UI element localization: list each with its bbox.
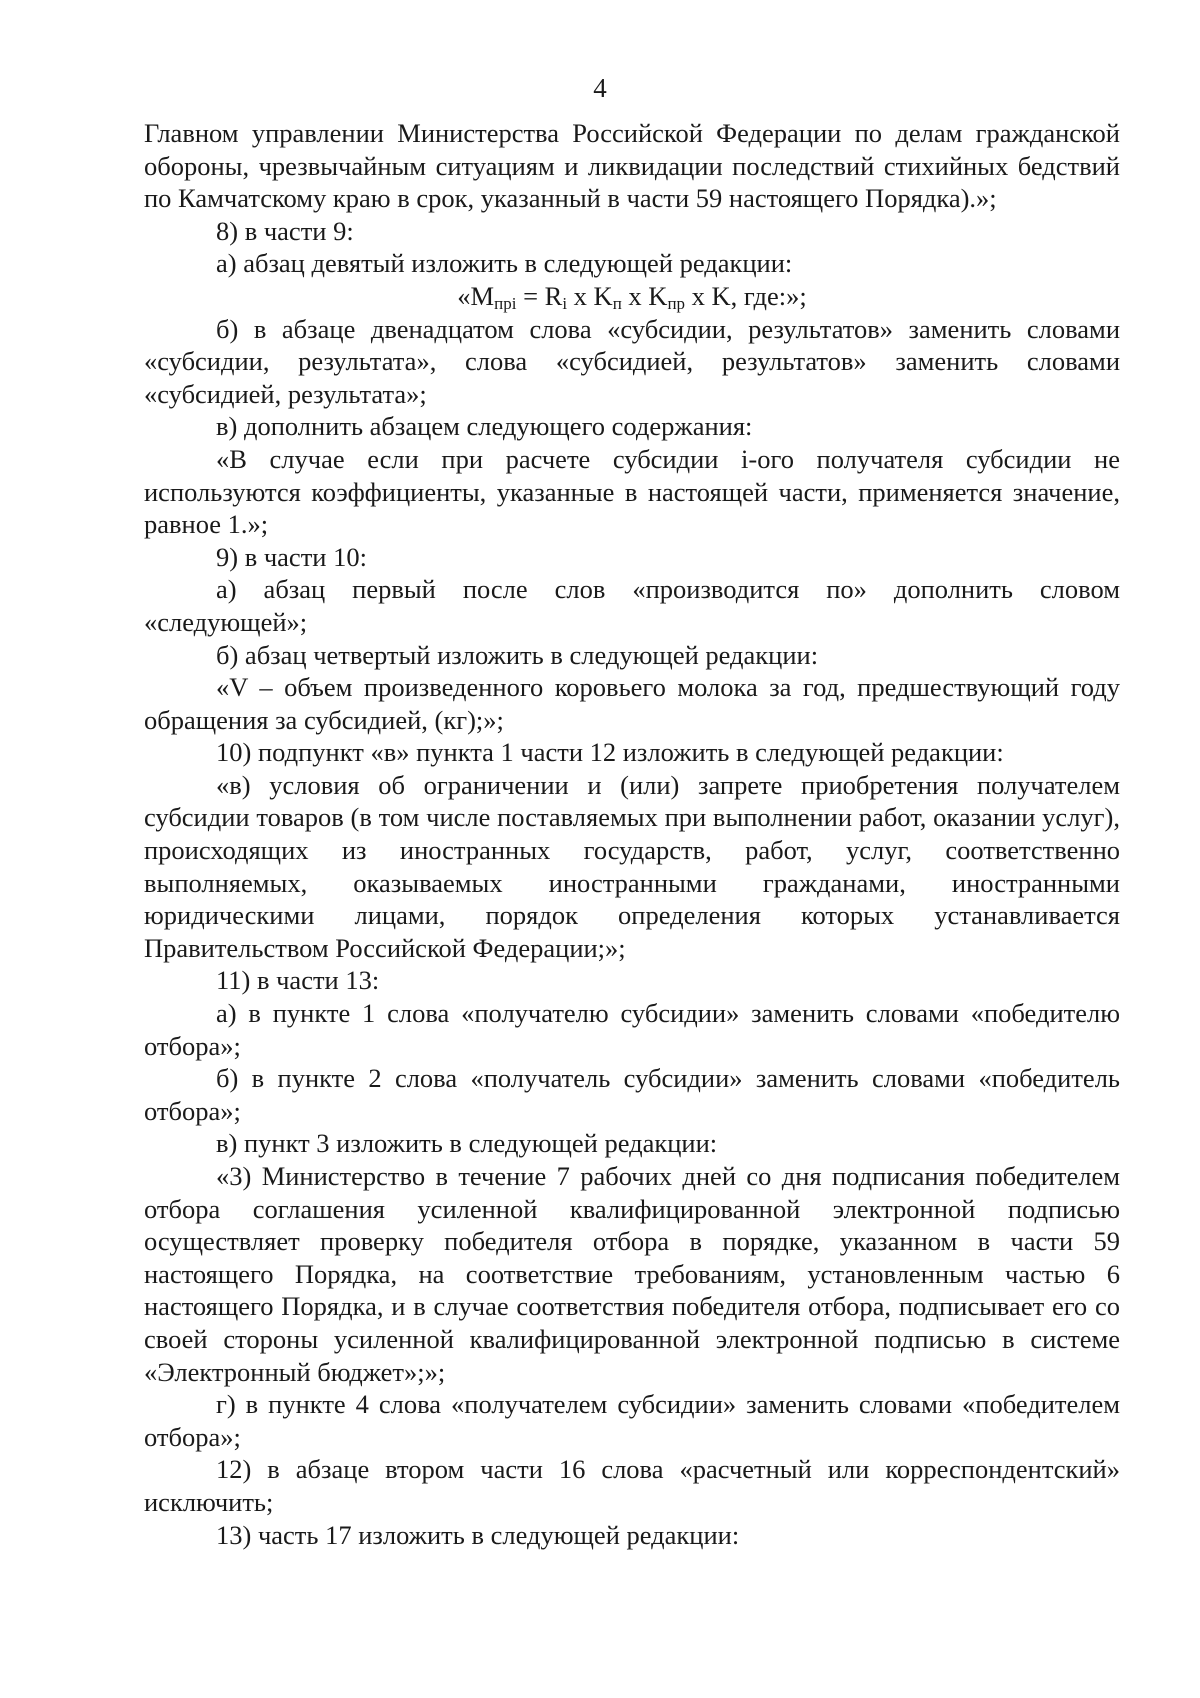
- paragraph-item-12: 12) в абзаце втором части 16 слова «расчетный или корреспондентский» исключить;: [144, 1454, 1120, 1517]
- formula-part: x K: [621, 280, 668, 311]
- paragraph-item-11g: г) в пункте 4 слова «получателем субсидии» заменить словами «победителем отбора»;: [144, 1389, 1120, 1452]
- page-number: 4: [593, 73, 607, 103]
- paragraph-quote: «В случае если при расчете субсидии i-ого получателя субсидии не используются коэффициенты, указанные в настоящей части, применяется значение, равное 1.»;: [144, 443, 1120, 540]
- paragraph-item-8a: а) абзац девятый изложить в следующей редакции:: [216, 248, 793, 279]
- paragraph-item-8b: б) в абзаце двенадцатом слова «субсидии, результатов» заменить словами «субсидии, результата», слова «субсидией, результатов» заменить словами «субсидией, результата»;: [144, 313, 1120, 409]
- paragraph-item-11b: б) в пункте 2 слова «получатель субсидии» заменить словами «победитель отбора»;: [144, 1063, 1120, 1126]
- formula-part: x K: [567, 280, 613, 311]
- formula-subscript: прi: [494, 293, 517, 313]
- paragraph-item-10: 10) подпункт «в» пункта 1 части 12 изложить в следующей редакции:: [216, 737, 1004, 768]
- document-body: [144, 117, 1120, 1551]
- paragraph-quote: «3) Министерство в течение 7 рабочих дней со дня подписания победителем отбора соглашения усиленной квалифицированной электронной подписью осуществляет проверку победителя отбора в порядке, указанном в части 59 настоящего Порядка, на соответствие требованиям, установленным частью 6 настоящего Порядка, и в случае соответствия победителя отбора, подписывает его со своей стороны усиленной квалифицированной электронной подписью в системе «Электронный бюджет»;»;: [144, 1161, 1120, 1387]
- formula-subscript: i: [562, 293, 568, 313]
- paragraph-quote: «V – объем произведенного коровьего молока за год, предшествующий году обращения за субсидией, (кг);»;: [144, 672, 1120, 735]
- paragraph-item-8v: в) дополнить абзацем следующего содержания:: [216, 411, 753, 442]
- formula-subscript: п: [612, 293, 622, 313]
- formula-subscript: пр: [667, 293, 686, 313]
- formula-part: «M: [457, 280, 495, 311]
- paragraph-continuation: Главном управлении Министерства Российской Федерации по делам гражданской обороны, чрезвычайным ситуациям и ликвидации последствий стихийных бедствий по Камчатскому краю в срок, указанный в части 59 настоящего Порядка).»;: [144, 118, 1120, 214]
- paragraph-item-8: 8) в части 9:: [216, 215, 354, 246]
- paragraph-quote: «в) условия об ограничении и (или) запрете приобретения получателем субсидии товаров (в том числе поставляемых при выполнении работ, оказании услуг), происходящих из иностранных государств, работ, услуг, соответственно выполняемых, оказываемых иностранными гражданами, иностранными юридическими лицами, порядок определения которых устанавливается Правительством Российской Федерации;»;: [144, 769, 1120, 963]
- formula-line: [144, 280, 1120, 313]
- paragraph-item-11: 11) в части 13:: [216, 965, 380, 996]
- formula-part: x K, где:»;: [685, 280, 807, 311]
- paragraph-item-9a: а) абзац первый после слов «производится по» дополнить словом «следующей»;: [144, 574, 1120, 637]
- paragraph-item-11a: а) в пункте 1 слова «получателю субсидии» заменить словами «победителю отбора»;: [144, 998, 1120, 1061]
- paragraph-item-11v: в) пункт 3 изложить в следующей редакции:: [216, 1128, 718, 1159]
- formula-part: = R: [516, 280, 563, 311]
- paragraph-item-9b: б) абзац четвертый изложить в следующей редакции:: [216, 639, 819, 670]
- paragraph-item-9: 9) в части 10:: [216, 541, 367, 572]
- paragraph-item-13: 13) часть 17 изложить в следующей редакции:: [216, 1519, 740, 1550]
